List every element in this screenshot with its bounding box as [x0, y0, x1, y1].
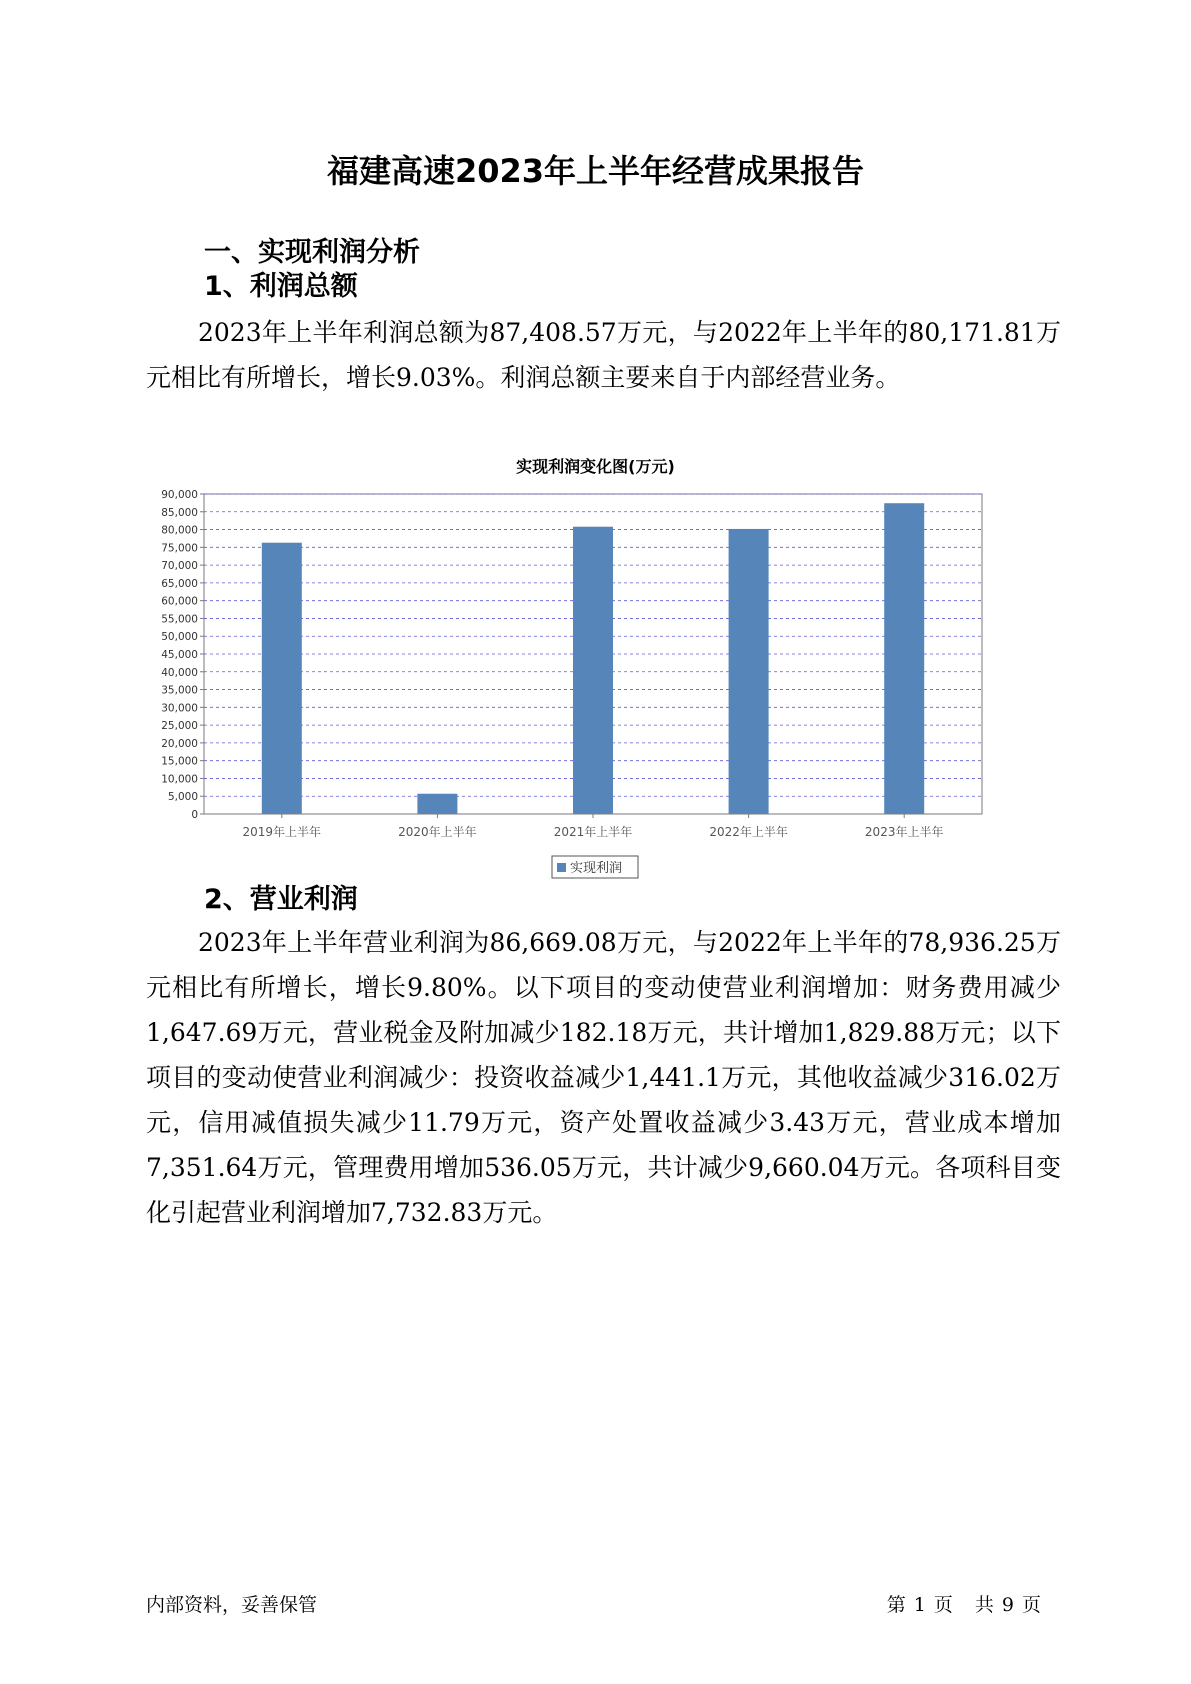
footer-confidential: 内部资料，妥善保管: [146, 1594, 318, 1616]
y-tick-label: 90,000: [161, 489, 198, 501]
page-mid: 页: [933, 1594, 953, 1616]
y-tick-label: 25,000: [161, 720, 198, 733]
y-tick-label: 15,000: [161, 755, 198, 768]
bar: [573, 527, 613, 814]
footer-page-number: [883, 1590, 1045, 1617]
y-tick-label: 50,000: [161, 631, 198, 644]
y-tick-label: 80,000: [161, 524, 198, 537]
subsection-heading-profit-total: 1、利润总额: [204, 271, 358, 302]
bar: [262, 543, 302, 814]
legend-swatch: [557, 863, 566, 872]
page-num: 1: [913, 1594, 926, 1616]
y-tick-label: 10,000: [161, 773, 198, 786]
y-tick-label: 40,000: [161, 666, 198, 679]
y-tick-label: 60,000: [161, 595, 198, 608]
bar: [417, 794, 457, 814]
bar: [884, 503, 924, 814]
paragraph-profit-total: 2023年上半年利润总额为87,408.57万元，与2022年上半年的80,171.81万元相比有所增长，增长9.03%。利润总额主要来自于内部经营业务。: [146, 318, 1061, 392]
y-tick-label: 30,000: [161, 702, 198, 715]
y-tick-label: 5,000: [167, 791, 198, 804]
y-tick-label: 70,000: [161, 560, 198, 573]
x-tick-label: 2023年上半年: [864, 825, 944, 839]
subsection-heading-operating-profit: 2、营业利润: [204, 884, 358, 915]
legend-label: 实现利润: [570, 861, 623, 876]
y-tick-label: 20,000: [161, 737, 198, 750]
y-tick-label: 45,000: [161, 649, 198, 661]
y-tick-label: 55,000: [161, 613, 198, 626]
document-title: 福建高速2023年上半年经营成果报告: [326, 152, 865, 190]
bar: [729, 529, 769, 814]
total-prefix: 共: [974, 1594, 994, 1616]
paragraph-operating-profit: 2023年上半年营业利润为86,669.08万元，与2022年上半年的78,936.25万元相比有所增长，增长9.80%。以下项目的变动使营业利润增加：财务费用减少1,647.69万元，营业税金及附加减少182.18万元，共计增加1,829.88万元；以下项目的变动使营业利润减少：投资收益减少1,441.1万元，其他收益减少316.02万元，信用减值损失减少11.79万元，资产处置收益减少3.43万元，营业成本增加7,351.64万元，管理费用增加536.05万元，共计减少9,660.04万元。各项科目变化引起营业利润增加7,732.83万元。: [146, 928, 1061, 1227]
x-tick-label: 2021年上半年: [553, 825, 633, 839]
section-heading: 一、实现利润分析: [204, 237, 420, 268]
y-tick-label: 85,000: [161, 506, 198, 519]
y-tick-label: 0: [191, 809, 198, 821]
x-tick-label: 2022年上半年: [709, 825, 788, 839]
x-tick-label: 2019年上半年: [242, 825, 322, 839]
chart-title: 实现利润变化图(万元): [516, 457, 675, 476]
total-suffix: 页: [1021, 1594, 1041, 1616]
chart: [161, 486, 1026, 896]
total-num: 9: [1001, 1594, 1014, 1616]
y-tick-label: 35,000: [161, 684, 198, 697]
y-tick-label: 65,000: [161, 577, 198, 590]
x-tick-label: 2020年上半年: [398, 825, 477, 839]
bar-chart-svg: [161, 486, 1026, 896]
y-tick-label: 75,000: [161, 542, 198, 555]
page-prefix: 第: [886, 1594, 906, 1616]
